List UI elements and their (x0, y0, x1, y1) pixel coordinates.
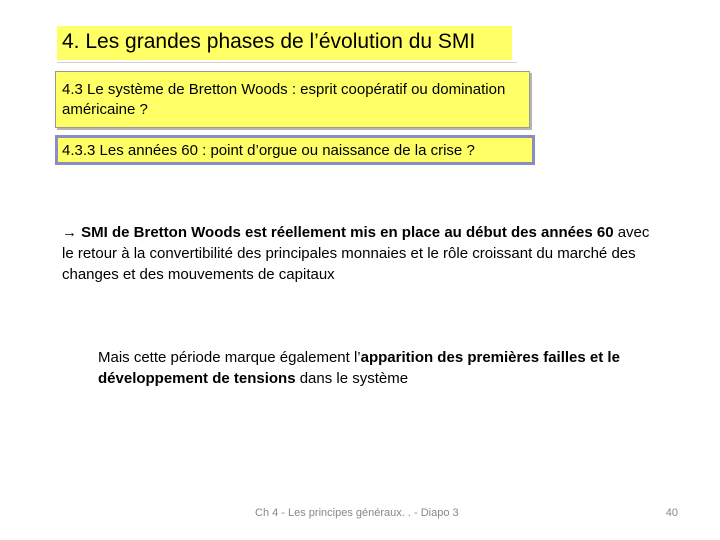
title-divider (57, 62, 517, 63)
secondary-paragraph (98, 347, 658, 389)
section-subtitle-box (55, 71, 530, 128)
section-subsubtitle-box (55, 135, 535, 165)
slide-footer: Ch 4 - Les principes généraux. . - Diapo 3 (255, 507, 459, 519)
main-paragraph (62, 222, 662, 285)
slide-title-text: 4. Les grandes phases de l’évolution du SMI (62, 30, 476, 53)
secondary-paragraph-part1: Mais cette période marque également l’ (98, 349, 361, 366)
main-paragraph-bold: SMI de Bretton Woods est réellement mis en place au début des années 60 (77, 224, 614, 241)
secondary-paragraph-part2: dans le système (295, 370, 409, 387)
section-subtitle-text: 4.3 Le système de Bretton Woods : esprit coopératif ou domination américaine ? (62, 81, 506, 118)
arrow-icon: → (62, 224, 77, 241)
slide-title (57, 26, 512, 60)
main-paragraph-rest: avec le retour à la convertibilité des principales monnaies et le rôle croissant du marché des changes et des mouvements de capitaux (62, 224, 650, 283)
secondary-paragraph-bold: apparition des premières failles et le développement de tensions (98, 349, 620, 387)
page-number: 40 (665, 507, 678, 519)
section-subsubtitle-text: 4.3.3 Les années 60 : point d’orgue ou naissance de la crise ? (62, 142, 475, 159)
